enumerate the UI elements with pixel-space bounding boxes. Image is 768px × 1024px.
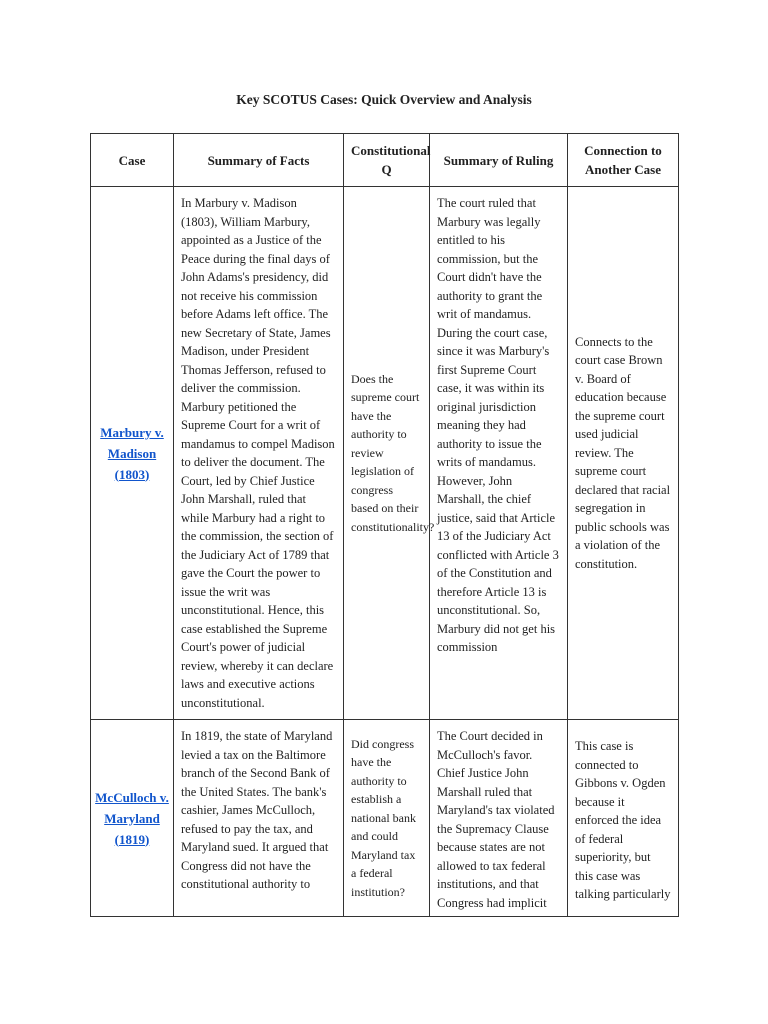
- facts-cell: In 1819, the state of Maryland levied a tax on the Baltimore branch of the Second Bank of the United States. The bank's cashier, James McCulloch, refused to pay the tax, and Maryland sued. It argued that Congress did not have the constitutional authority to: [174, 720, 344, 917]
- table-row: [91, 187, 679, 720]
- header-ruling: Summary of Ruling: [430, 134, 568, 187]
- question-cell: Does the supreme court have the authority to review legislation of congress based on their constitutionality?: [344, 187, 430, 720]
- question-cell: Did congress have the authority to establish a national bank and could Maryland tax a federal institution?: [344, 720, 430, 917]
- case-link-marbury[interactable]: Marbury v. Madison (1803): [100, 424, 164, 482]
- ruling-cell: The Court decided in McCulloch's favor. Chief Justice John Marshall ruled that Maryland's tax violated the Supremacy Clause because states are not allowed to tax federal institutions, and that Congress had implicit: [430, 720, 568, 917]
- connection-cell: Connects to the court case Brown v. Board of education because the supreme court used judicial review. The supreme court declared that racial segregation in public schools was a violation of the constitution.: [568, 187, 679, 720]
- case-cell: [91, 720, 174, 917]
- connection-cell: This case is connected to Gibbons v. Ogden because it enforced the idea of federal superiority, but this case was talking particularly: [568, 720, 679, 917]
- header-facts: Summary of Facts: [174, 134, 344, 187]
- table-row: [91, 720, 679, 917]
- case-link-mcculloch[interactable]: McCulloch v. Maryland (1819): [95, 789, 169, 847]
- table-header-row: [91, 134, 679, 187]
- header-case: Case: [91, 134, 174, 187]
- header-connection: Connection to Another Case: [568, 134, 679, 187]
- cases-table: [90, 133, 679, 917]
- facts-cell: In Marbury v. Madison (1803), William Marbury, appointed as a Justice of the Peace during the final days of John Adams's presidency, did not receive his commission before Adams left office. The new Secretary of State, James Madison, under President Thomas Jefferson, refused to deliver the commission. Marbury petitioned the Supreme Court for a writ of mandamus to compel Madison to deliver the document. The Court, led by Chief Justice John Marshall, ruled that while Marbury had a right to the commission, the section of the Judiciary Act of 1789 that gave the Court the power to issue the writ was unconstitutional. Hence, this case established the Supreme Court's power of judicial review, whereby it can declare laws and executive actions unconstitutional.: [174, 187, 344, 720]
- header-question: Constitutional Q: [344, 134, 430, 187]
- document-title: Key SCOTUS Cases: Quick Overview and Analysis: [236, 92, 532, 107]
- ruling-cell: The court ruled that Marbury was legally entitled to his commission, but the Court didn't have the authority to grant the writ of mandamus. During the court case, since it was Marbury's first Supreme Court case, it was within its original jurisdiction meaning they had authority to issue the writs of mandamus. However, John Marshall, the chief justice, said that Article 13 of the Judiciary Act conflicted with Article 3 of the Constitution and therefore Article 13 is unconstitutional. So, Marbury did not get his commission: [430, 187, 568, 720]
- case-cell: [91, 187, 174, 720]
